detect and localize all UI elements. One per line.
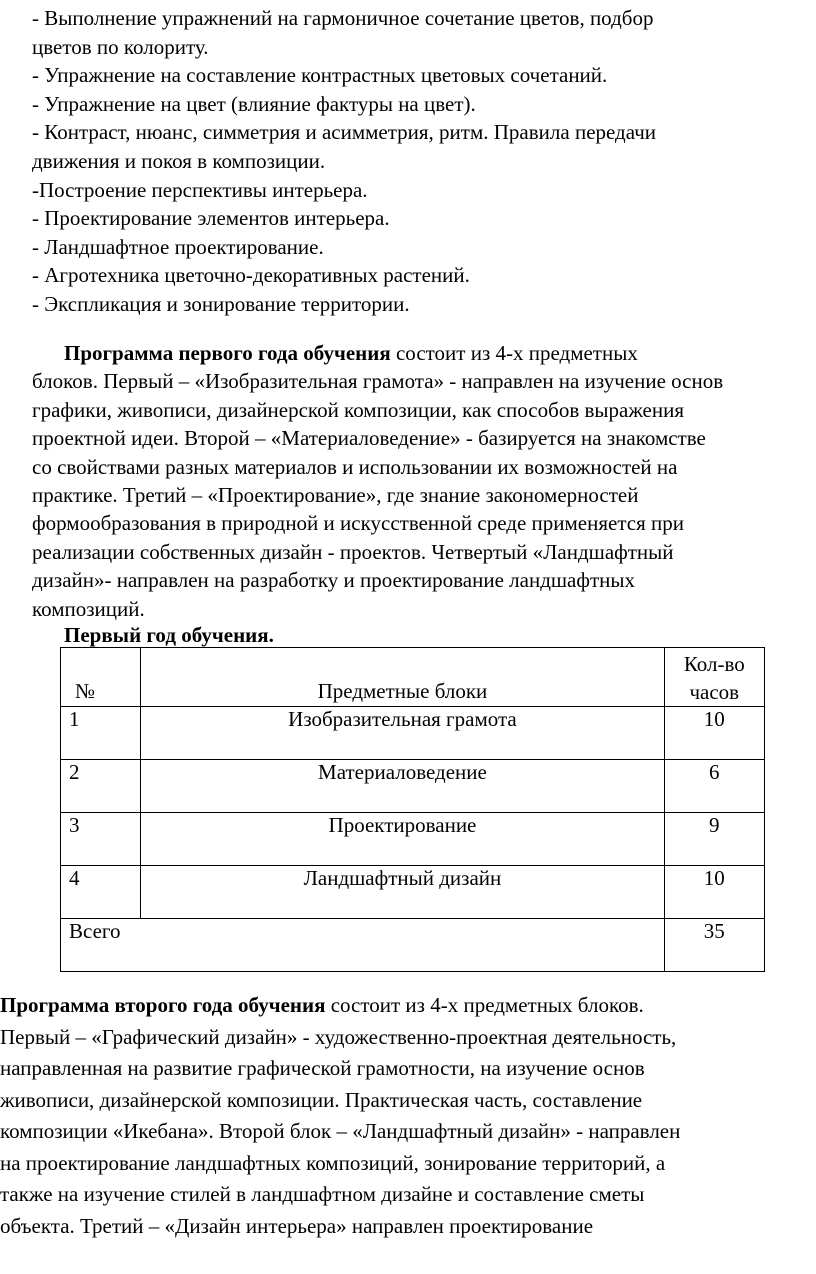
list-line: - Ландшафтное проектирование. [32, 234, 324, 259]
row-block: Ландшафтный дизайн [141, 866, 664, 919]
row-hours: 9 [664, 813, 764, 866]
paragraph-line: графики, живописи, дизайнерской композиции, как способов выражения [32, 397, 685, 422]
row-block: Проектирование [141, 813, 664, 866]
row-hours: 10 [664, 707, 764, 760]
table-row [61, 813, 765, 866]
list-line: - Выполнение упражнений на гармоничное сочетание цветов, подбор [32, 6, 654, 30]
total-hours: 35 [664, 919, 764, 972]
paragraph-line: на проектирование ландшафтных композиций, зонирование территорий, а [0, 1150, 666, 1175]
list-line: - Агротехника цветочно-декоративных растений. [32, 263, 470, 288]
table-row [61, 707, 765, 760]
list-line: - Экспликация и зонирование территории. [32, 291, 410, 316]
exercise-list [32, 4, 802, 319]
paragraph-line: направленная на развитие графической грамотности, на изучение основ [0, 1056, 645, 1080]
list-line: цветов по колориту. [32, 34, 209, 59]
header-num: № [61, 648, 141, 707]
first-year-program-lead: Программа первого года обучения [64, 341, 391, 365]
paragraph-line: также на изучение стилей в ландшафтном дизайне и составление сметы [0, 1182, 645, 1206]
paragraph-line: живописи, дизайнерской композиции. Практическая часть, составление [0, 1087, 643, 1112]
paragraph-line: со свойствами разных материалов и использовании их возможностей на [32, 454, 678, 479]
row-block: Изобразительная грамота [141, 707, 664, 760]
paragraph-line: состоит из 4-х предметных блоков. [325, 993, 644, 1017]
paragraph-line: объекта. Третий – «Дизайн интерьера» направлен проектирование [0, 1213, 594, 1238]
list-line: -Построение перспективы интерьера. [32, 177, 368, 202]
row-num: 3 [61, 813, 141, 866]
paragraph-line: формообразования в природной и искусственной среде применяется при [32, 511, 684, 536]
paragraph-line: композиции «Икебана». Второй блок – «Ландшафтный дизайн» - направлен [0, 1119, 681, 1143]
paragraph-line: композиций. [32, 596, 145, 621]
table-total-row [61, 919, 765, 972]
header-hours-line1: Кол-во [683, 652, 745, 676]
paragraph-line: дизайн»- направлен на разработку и проектирование ландшафтных [32, 568, 636, 593]
second-year-program-lead: Программа второго года обучения [0, 993, 326, 1017]
row-num: 1 [61, 707, 141, 760]
list-line: - Контраст, нюанс, симметрия и асимметрия, ритм. Правила передачи [32, 120, 657, 145]
second-year-program-paragraph [0, 990, 816, 1242]
list-line: - Упражнение на составление контрастных цветовых сочетаний. [32, 63, 608, 88]
header-block: Предметные блоки [141, 648, 664, 707]
row-num: 4 [61, 866, 141, 919]
row-hours: 10 [664, 866, 764, 919]
paragraph-line: Первый – «Графический дизайн» - художественно-проектная деятельность, [0, 1024, 677, 1049]
row-num: 2 [61, 760, 141, 813]
table-header-row [61, 648, 765, 707]
list-line: движения и покоя в композиции. [32, 148, 326, 173]
paragraph-line: проектной идеи. Второй – «Материаловедение» - базируется на знакомстве [32, 426, 706, 451]
paragraph-line: практике. Третий – «Проектирование», где знание закономерностей [32, 483, 639, 508]
first-year-heading: Первый год обучения. [64, 623, 274, 647]
paragraph-line: блоков. Первый – «Изобразительная грамота» - направлен на изучение основ [32, 369, 724, 394]
first-year-program-paragraph [32, 339, 792, 623]
paragraph-line: реализации собственных дизайн - проектов. Четвертый «Ландшафтный [32, 539, 674, 564]
paragraph-line: состоит из 4-х предметных [390, 341, 638, 365]
table-row [61, 866, 765, 919]
list-line: - Упражнение на цвет (влияние фактуры на цвет). [32, 91, 476, 116]
row-hours: 6 [664, 760, 764, 813]
list-line: - Проектирование элементов интерьера. [32, 206, 390, 231]
subject-blocks-table [60, 647, 765, 972]
header-hours [664, 648, 764, 707]
total-label: Всего [61, 919, 665, 972]
row-block: Материаловедение [141, 760, 664, 813]
header-hours-line2: часов [689, 680, 740, 704]
table-row [61, 760, 765, 813]
